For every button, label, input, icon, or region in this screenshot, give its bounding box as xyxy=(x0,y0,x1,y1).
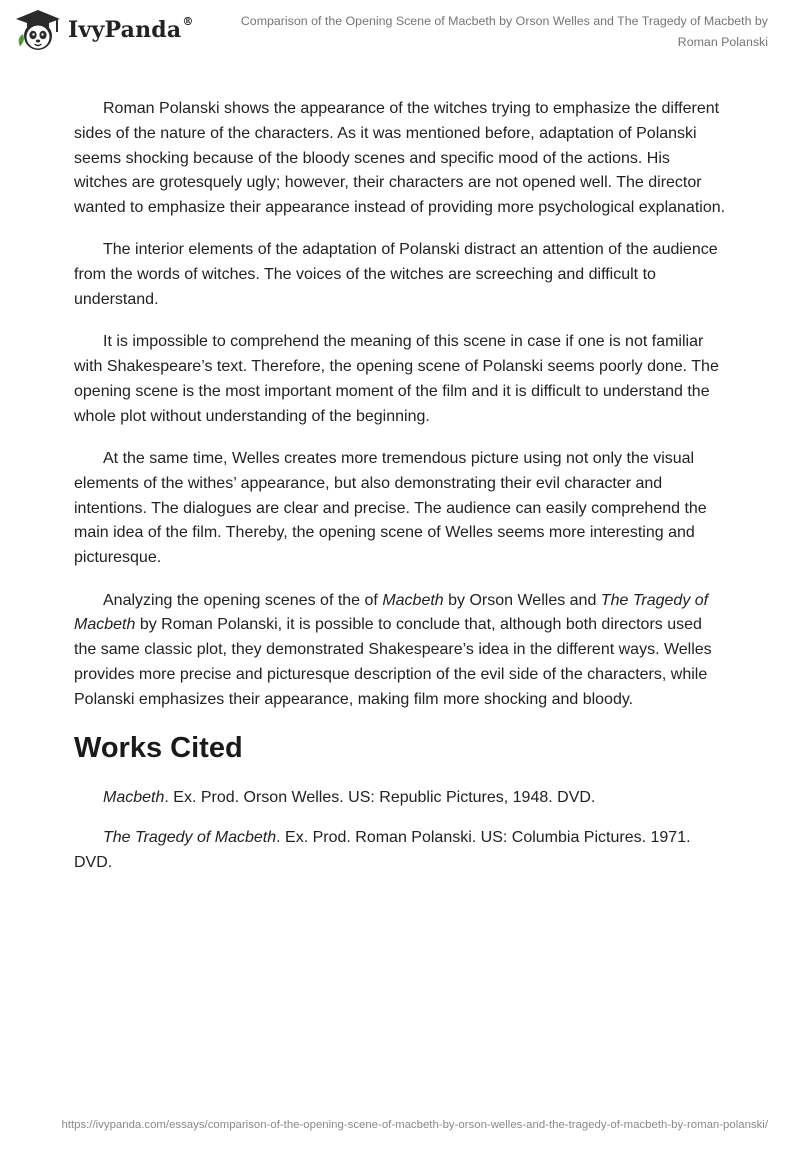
citation-entry: The Tragedy of Macbeth. Ex. Prod. Roman Polanski. US: Columbia Pictures. 1971. DVD. xyxy=(74,829,691,872)
paragraph-4: At the same time, Welles creates more tremendous picture using not only the visual elements of the withes’ appearance, but also demonstrating their evil character and intentions. The dialogues are clear and precise. The audience can easily comprehend the main idea of the film. Thereby, the opening scene of Welles seems more interesting and picturesque. xyxy=(74,450,707,567)
page-header xyxy=(0,0,800,60)
source-url[interactable]: https://ivypanda.com/essays/comparison-of-the-opening-scene-of-macbeth-by-orson-welles-and-the-tragedy-of-macbeth-by-roman-polanski/ xyxy=(61,1119,768,1131)
document-title: Comparison of the Opening Scene of Macbeth by Orson Welles and The Tragedy of Macbeth by Roman Polanski xyxy=(240,14,768,49)
film-title-tragedy-of-macbeth: The Tragedy of Macbeth xyxy=(74,591,709,634)
paragraph-3: It is impossible to comprehend the meaning of this scene in case if one is not familiar with Shakespeare’s text. Therefore, the opening scene of Polanski seems poorly done. The opening scene is the most important moment of the film and it is difficult to understand the whole plot without understanding of the beginning. xyxy=(74,333,719,425)
panda-graduation-cap-icon xyxy=(14,6,62,54)
citation-entry: Macbeth. Ex. Prod. Orson Welles. US: Republic Pictures, 1948. DVD. xyxy=(103,789,596,807)
ivypanda-logo[interactable] xyxy=(14,6,194,54)
essay-content xyxy=(74,97,726,891)
registered-mark: ® xyxy=(182,15,194,28)
film-title-macbeth: Macbeth xyxy=(382,591,444,609)
paragraph-2: The interior elements of the adaptation of Polanski distract an attention of the audience from the words of witches. The voices of the witches are screeching and difficult to understand. xyxy=(74,241,718,309)
paragraph-5: Analyzing the opening scenes of the of Macbeth by Orson Welles and The Tragedy of Macbeth by Roman Polanski, it is possible to conclude that, although both directors used the same classic plot, they demonstrated Shakespeare’s idea in the different ways. Welles provides more precise and picturesque description of the evil side of the characters, while Polanski emphasizes their appearance, making film more shocking and bloody. xyxy=(74,591,712,708)
works-cited-heading: Works Cited xyxy=(74,732,243,765)
brand-name: IvyPanda® xyxy=(68,15,194,43)
paragraph-1: Roman Polanski shows the appearance of the witches trying to emphasize the different sides of the nature of the characters. As it was mentioned before, adaptation of Polanski seems shocking because of the bloody scenes and specific mood of the actions. His witches are grotesquely ugly; however, their characters are not opened well. The director wanted to emphasize their appearance instead of providing more psychological explanation. xyxy=(74,100,726,217)
